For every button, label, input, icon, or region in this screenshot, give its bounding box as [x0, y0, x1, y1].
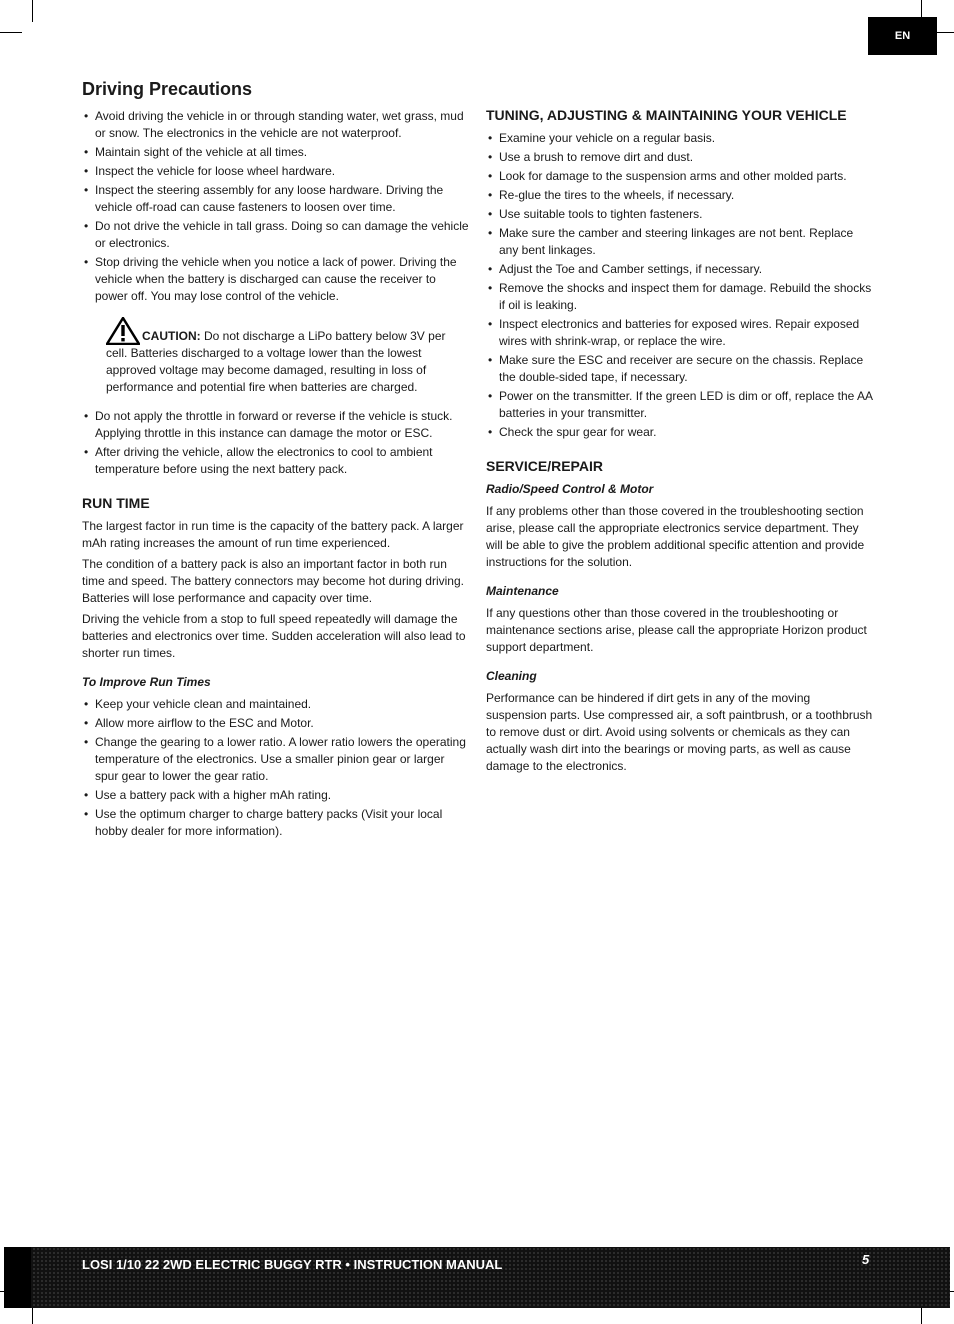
list-item: • Make sure the camber and steering linkages are not bent. Replace any bent linkages. — [486, 225, 874, 259]
driving-precautions-list-2 — [82, 408, 470, 478]
paragraph: If any problems other than those covered in the troubleshooting section arise, please call the appropriate electronics service department. They will be able to give the problem additional specific attention and provide instructions for the solution. — [486, 504, 865, 569]
list-item: • Use the optimum charger to charge battery packs (Visit your local hobby dealer for more information). — [82, 806, 470, 840]
left-column — [82, 78, 470, 842]
service-repair-section — [486, 457, 874, 775]
improve-run-times-heading: To Improve Run Times — [82, 675, 211, 689]
cleaning-heading: Cleaning — [486, 669, 537, 683]
paragraph: Driving the vehicle from a stop to full speed repeatedly will damage the batteries and electronics over time. Sudden acceleration will also lead to shorter run times. — [82, 612, 466, 660]
list-item: • Check the spur gear for wear. — [486, 424, 874, 441]
list-item: • Do not apply the throttle in forward or reverse if the vehicle is stuck. Applying throttle in this instance can damage the motor or ESC. — [82, 408, 470, 442]
list-item: • Use suitable tools to tighten fasteners. — [486, 206, 874, 223]
list-item: • Adjust the Toe and Camber settings, if necessary. — [486, 261, 874, 278]
cleaning-subsection — [486, 668, 874, 775]
list-item: • Use a battery pack with a higher mAh rating. — [82, 787, 470, 804]
paragraph: The condition of a battery pack is also an important factor in both run time and speed. The battery connectors may become hot during driving. Batteries will lose performance and capacity over time. — [82, 557, 464, 605]
run-time-section — [82, 494, 470, 840]
list-item: • Inspect the steering assembly for any loose hardware. Driving the vehicle off-road can cause fasteners to loosen over time. — [82, 182, 470, 216]
service-repair-heading: SERVICE/REPAIR — [486, 458, 603, 474]
paragraph: Performance can be hindered if dirt gets in any of the moving suspension parts. Use compressed air, a soft paintbrush, or a toothbrush to remove dust or dirt. Avoid using solvents or chemicals as they can actually wash dirt into the bearings or moving parts, as well as cause damage to the electronics. — [486, 691, 873, 773]
list-item: • Keep your vehicle clean and maintained. — [82, 696, 470, 713]
crop-mark — [0, 32, 22, 33]
tuning-list — [486, 130, 874, 441]
list-item: • Look for damage to the suspension arms and other molded parts. — [486, 168, 874, 185]
improve-run-times — [82, 674, 470, 840]
tuning-heading: TUNING, ADJUSTING & MAINTAINING YOUR VEHICLE — [486, 107, 847, 123]
list-item: • Re-glue the tires to the wheels, if necessary. — [486, 187, 874, 204]
list-item: • Do not drive the vehicle in tall grass. Doing so can damage the vehicle or electronics. — [82, 218, 470, 252]
driving-precautions-list — [82, 108, 470, 305]
list-item: • Examine your vehicle on a regular basis. — [486, 130, 874, 147]
maintenance-subsection — [486, 583, 874, 656]
paragraph: The largest factor in run time is the capacity of the battery pack. A larger mAh rating increases the amount of run time experienced. — [82, 519, 464, 550]
caution-box — [106, 317, 470, 396]
list-item: • Stop driving the vehicle when you notice a lack of power. Driving the vehicle when the battery is discharged can cause the receiver to power off. You may lose control of the vehicle. — [82, 254, 470, 305]
list-item: • Make sure the ESC and receiver are secure on the chassis. Replace the double-sided tape, if necessary. — [486, 352, 874, 386]
list-item: • Inspect the vehicle for loose wheel hardware. — [82, 163, 470, 180]
list-item: • Change the gearing to a lower ratio. A lower ratio lowers the operating temperature of the electronics. Use a smaller pinion gear or larger spur gear to lower the gear ratio. — [82, 734, 470, 785]
right-column — [486, 106, 874, 779]
crop-mark — [32, 0, 33, 22]
list-item: • Avoid driving the vehicle in or through standing water, wet grass, mud or snow. The electronics in the vehicle are not waterproof. — [82, 108, 470, 142]
footer-title: LOSI 1/10 22 2WD ELECTRIC BUGGY RTR • INSTRUCTION MANUAL — [82, 1257, 503, 1272]
caution-text: Do not discharge a LiPo battery below 3V per cell. Batteries discharged to a voltage lower than the lowest approved voltage may become damaged, resulting in loss of performance and potential fire when batteries are charged. — [106, 329, 446, 394]
improve-run-times-list — [82, 696, 470, 840]
language-tab: EN — [868, 17, 937, 55]
list-item: • Inspect electronics and batteries for exposed wires. Repair exposed wires with shrink-wrap, or replace the wire. — [486, 316, 874, 350]
radio-speed-control-heading: Radio/Speed Control & Motor — [486, 482, 654, 496]
driving-precautions-heading: Driving Precautions — [82, 79, 253, 99]
page-number: 5 — [862, 1252, 870, 1267]
list-item: • Allow more airflow to the ESC and Motor. — [82, 715, 470, 732]
list-item: • Power on the transmitter. If the green LED is dim or off, replace the AA batteries in your transmitter. — [486, 388, 874, 422]
run-time-heading: RUN TIME — [82, 495, 150, 511]
list-item: • Maintain sight of the vehicle at all times. — [82, 144, 470, 161]
list-item: • After driving the vehicle, allow the electronics to cool to ambient temperature before using the next battery pack. — [82, 444, 470, 478]
caution-label: CAUTION: — [142, 329, 201, 343]
list-item: • Remove the shocks and inspect them for damage. Rebuild the shocks if oil is leaking. — [486, 280, 874, 314]
paragraph: If any questions other than those covered in the troubleshooting or maintenance sections arise, please call the appropriate Horizon product support department. — [486, 606, 867, 654]
footer-stripe — [4, 1247, 31, 1308]
footer-bar — [4, 1247, 950, 1308]
list-item: • Use a brush to remove dirt and dust. — [486, 149, 874, 166]
warning-icon — [106, 317, 140, 345]
maintenance-heading: Maintenance — [486, 584, 559, 598]
